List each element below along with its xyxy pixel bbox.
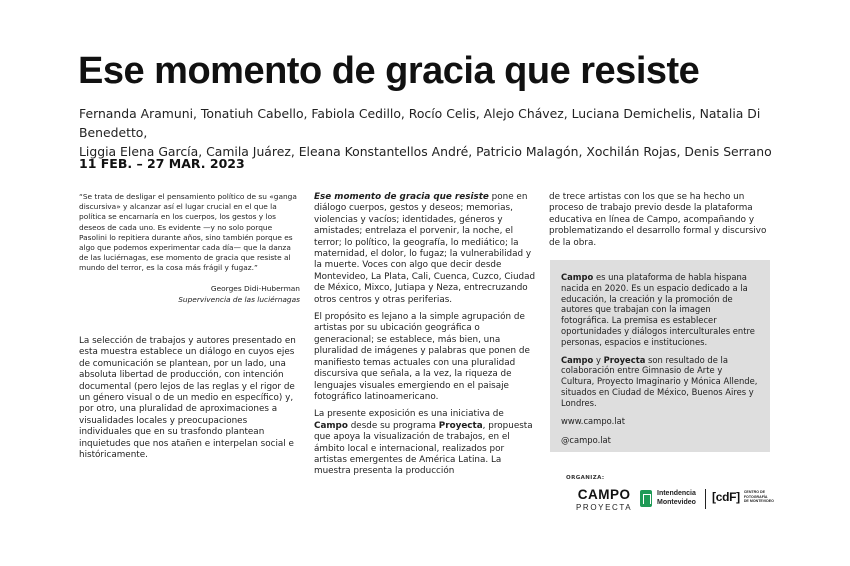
- exhibition-dates: 11 FEB. – 27 MAR. 2023: [79, 156, 245, 171]
- intendencia-montevideo-logo: [640, 490, 696, 507]
- artists-line: Fernanda Aramuni, Tonatiuh Cabello, Fabiola Cedillo, Rocío Celis, Alejo Chávez, Luciana Demichelis, Natalia Di Benedetto,: [79, 106, 761, 140]
- epigraph-quote: “Se trata de desligar el pensamiento político de su «ganga discursiva» y alcanzar así el lugar crucial en el que la política se encarnaría en los cuerpos, los gestos y los deseos de cada uno. Es evidente —y no solo porque Pasolini lo repitiera durante años, sino también porque es algo que podemos experimentar cada día— que la danza de las luciérnagas, ese momento de gracia que resiste al mundo del terror, es la cosa más frágil y fugaz.”: [79, 192, 297, 273]
- paragraph: de trece artistas con los que se ha hecho un proceso de trabajo previo desde la plataforma educativa en línea de Campo, acompañando y problematizando el desarrollo formal y discursivo de la obra.: [549, 192, 767, 248]
- paragraph: [561, 272, 758, 348]
- website-link[interactable]: www.campo.lat: [561, 415, 626, 426]
- paragraph-text: y: [593, 354, 604, 365]
- artists-list: [79, 104, 779, 161]
- paragraph-text: es una plataforma de habla hispana nacida en 2020. Es un espacio dedicado a la educación, la creación y la promoción de autores que trabajan con la imagen fotográfica. La premisa es establecer oportunidades y diálogos interculturales entre personas, espacios e instituciones.: [561, 272, 755, 347]
- text-column-1: [79, 336, 301, 468]
- quote-author: Georges Didi-Huberman: [210, 284, 300, 293]
- organizers-label: ORGANIZA:: [566, 475, 605, 481]
- quote-book-title: Supervivencia de las luciérnagas: [178, 294, 300, 304]
- cdf-label: [744, 490, 780, 503]
- paragraph-text: pone en diálogo cuerpos, gestos y deseos; memorias, violencias y vacíos; identidades, géneros y amistades; entrelaza el porvenir, la noche, el terror; lo político, la geografía, lo mediático; la maternidad, el dolor, lo fugaz; la vulnerabilidad y la muerte. Voces con algo que decir desde Montevideo, La Plata, Cali, Cuenca, Cuzco, Ciudad de México, Mixco, Jutiapa y Neza, entrecruzando otros centros y otras periferias.: [314, 192, 536, 305]
- artists-line: Liggia Elena García, Camila Juárez, Eleana Konstantellos André, Patricio Malagón, Xochilán Rojas, Denis Serrano: [79, 144, 772, 159]
- cdf-line: FOTOGRAFÍA: [743, 494, 768, 499]
- paragraph-text: son resultado de la colaboración entre Gimnasio de Arte y Cultura, Proyecto Imaginario y Mónica Allende, situados en Ciudad de México, Buenos Aires y Londres.: [561, 354, 758, 408]
- campo-info-box: [550, 260, 770, 452]
- cdf-line: CENTRO DE: [743, 490, 765, 495]
- intendencia-icon: [640, 490, 652, 507]
- quote-attribution: [150, 284, 300, 305]
- intendencia-label: [657, 490, 696, 506]
- campo-name: Campo: [561, 354, 594, 365]
- page-title: Ese momento de gracia que resiste: [78, 50, 700, 92]
- campo-name: Campo: [561, 272, 594, 282]
- paragraph-text: , propuesta que apoya la visualización de trabajos, en el ámbito local e internacional, realizados por artistas emergentes de América Latina. La muestra presenta la producción: [314, 420, 533, 477]
- intendencia-line: Intendencia: [657, 490, 696, 498]
- cdf-line: DE MONTEVIDEO: [743, 499, 774, 504]
- text-column-3: [549, 192, 771, 256]
- cdf-mark-icon: [cdF]: [712, 490, 740, 504]
- paragraph: La selección de trabajos y autores presentado en esta muestra establece un diálogo en cuyos ejes de comunicación se plantean, por un lado, una absoluta libertad de producción, con intención documental (pero lejos de las reglas y el rigor de un género visual o de un medio en específico) y, por otro, una pluralidad de aproximaciones a visualidades locales y preocupaciones individuales que en su trasfondo plantean inquietudes que nos atañen e interpelan social e históricamente.: [79, 336, 296, 461]
- paragraph: [561, 355, 758, 409]
- proyecta-logo-word: PROYECTA: [576, 503, 633, 512]
- paragraph: [314, 192, 536, 306]
- paragraph-text: La presente exposición es una iniciativa de: [314, 409, 504, 420]
- intendencia-line: Montevideo: [657, 498, 696, 506]
- text-column-2: [314, 192, 536, 484]
- paragraph-text: desde su programa: [347, 420, 439, 431]
- exhibition-name: Ese momento de gracia que resiste: [314, 192, 489, 202]
- social-handle[interactable]: @campo.lat: [561, 435, 611, 446]
- proyecta-name: Proyecta: [603, 354, 646, 365]
- logo-divider: [705, 489, 706, 509]
- paragraph: El propósito es lejano a la simple agrupación de artistas por su ubicación geográfica o generacional; se establece, más bien, una pluralidad de imágenes y palabras que ponen de manifiesto temas actuales con una pluralidad discursiva que señala, a la vez, la riqueza de lenguajes visuales emergiendo en el paisaje fotográfico latinoamericano.: [314, 312, 530, 402]
- campo-logo-word: CAMPO: [577, 487, 631, 502]
- campo-proyecta-logo: [576, 488, 632, 513]
- paragraph: [314, 409, 536, 477]
- cdf-logo: [712, 490, 780, 504]
- campo-name: Campo: [314, 420, 348, 431]
- proyecta-name: Proyecta: [438, 420, 483, 431]
